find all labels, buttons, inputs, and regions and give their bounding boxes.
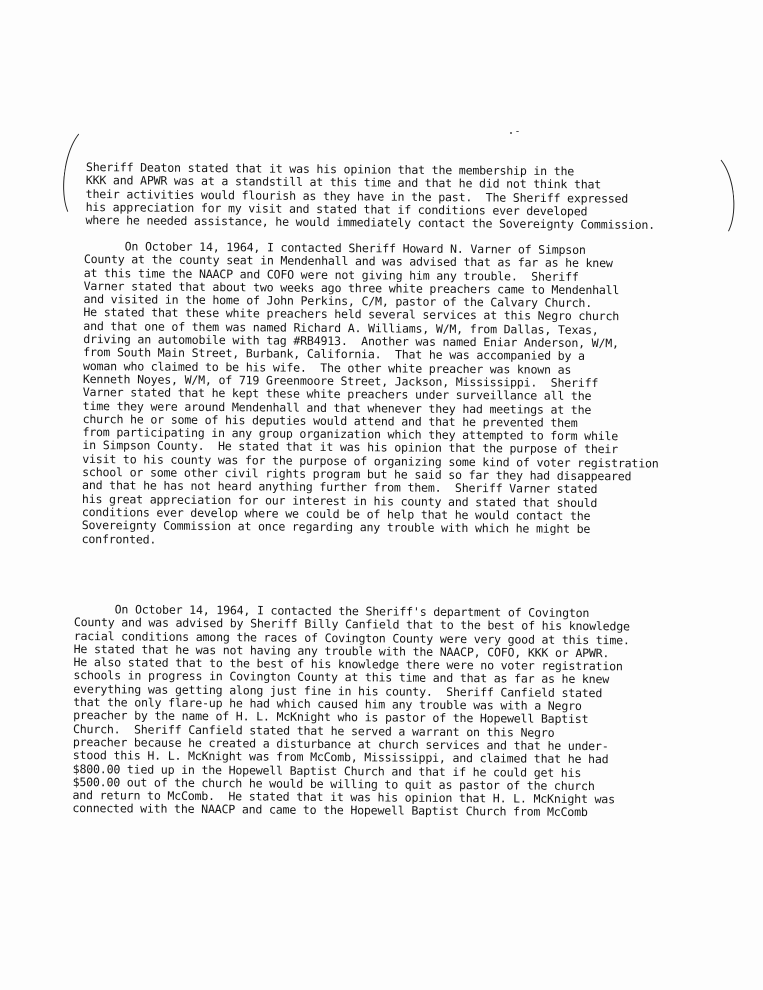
handwritten-bracket-right <box>685 150 738 244</box>
paragraph-sheriff-canfield: On October 14, 1964, I contacted the Sheriff's department of Covington County and was advised by Sheriff Billy Canfield that to the best of his knowledge racial conditions among the races of Covington County were very good at this time. He stated that he was not having any trouble with the NAACP, COFO, KKK or APWR. He also stated that to the best of his knowledge there were no voter registration schools in progress in Covington County at this time and that as far as he knew everything was getting along just fine in his county. Sheriff Canfield stated that the only flare-up he had which caused him any trouble was with a Negro preacher by the name of H. L. McKnight who is pastor of the Hopewell Baptist Church. Sheriff Canfield stated that he served a warrant on this Negro preacher because he created a disturbance at church services and that he under- stood this H. L. McKnight was from McComb, Mississippi, and claimed that he had $800.00 tied up in the Hopewell Baptist Church and that if he could get his $500.00 out of the church he would be willing to quit as pastor of the church and return to McComb. He stated that it was his opinion that H. L. McKnight was connected with the NAACP and came to the Hopewell Baptist Church from McComb <box>72 602 630 820</box>
paragraph-sheriff-deaton: Sheriff Deaton stated that it was his opinion that the membership in the KKK and APWR was at a standstill at this time and that he did not think that their activities would flourish as they have in the past. The Sheriff expressed his appreciation for my visit and stated that if conditions ever developed where he needed assistance, he would immediately contact the Sovereignty Commission. <box>85 160 656 233</box>
paragraph-sheriff-varner: On October 14, 1964, I contacted Sheriff Howard N. Varner of Simpson County at the county seat in Mendenhall and was advised that as far as he knew at this time the NAACP and COFO were not giving him any trouble. Sheriff Varner stated that about two weeks ago three white preachers came to Mendenhall and visited in the home of John Perkins, C/M, pastor of the Calvary Church. He stated that these white preachers held several services at this Negro church and that one of them was named Richard A. Williams, W/M, from Dallas, Texas, driving an automobile with tag #RB4913. Another was named Eniar Anderson, W/M, from South Main Street, Burbank, California. That he was accompanied by a woman who claimed to be his wife. The other white preacher was known as Kenneth Noyes, W/M, of 719 Greenmoore Street, Jackson, Mississippi. Sheriff Varner stated that he kept these white preachers under surveillance all the time they were around Mendenhall and that whenever they had meetings at the church he or some of his deputies would attend and that he prevented them from participating in any group organization which they attempted to form while in Simpson County. He stated that it was his opinion that the purpose of their visit to his county was for the purpose of organizing some kind of voter registration school or some other civil rights program but he said so far they had disappeared and that he has not heard anything further from them. Sheriff Varner stated his great appreciation for our interest in his county and stated that should conditions ever develop where we could be of help that he would contact the Sovereignty Commission at once regarding any trouble with which he might be confronted. <box>81 239 659 547</box>
scan-speck <box>516 131 519 132</box>
scan-speck <box>510 132 512 134</box>
